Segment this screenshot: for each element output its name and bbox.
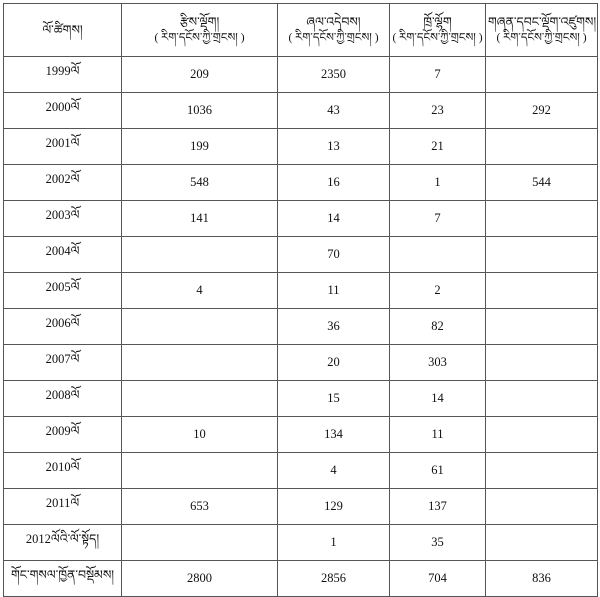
- value-cell: 653: [122, 489, 278, 525]
- value-cell: [122, 381, 278, 417]
- total-cell: 704: [390, 561, 486, 597]
- table-row: [4, 381, 598, 417]
- value-cell: 303: [390, 345, 486, 381]
- value-cell: 20: [278, 345, 390, 381]
- year-cell: 2002ལོ: [4, 165, 122, 201]
- value-cell: 10: [122, 417, 278, 453]
- header-title: རྩིས་ལྡོག།: [179, 15, 220, 29]
- value-cell: 2350: [278, 57, 390, 93]
- value-cell: 4: [122, 273, 278, 309]
- value-cell: 15: [278, 381, 390, 417]
- value-cell: [486, 525, 598, 561]
- value-cell: 35: [390, 525, 486, 561]
- value-cell: [486, 417, 598, 453]
- value-cell: [486, 57, 598, 93]
- value-cell: [486, 201, 598, 237]
- table-body: [4, 57, 598, 597]
- value-cell: 134: [278, 417, 390, 453]
- header-title: ལོ་ཚིགས།: [42, 23, 83, 37]
- value-cell: [122, 237, 278, 273]
- header-cell-year: [4, 4, 122, 57]
- year-cell: 2003ལོ: [4, 201, 122, 237]
- table-row: [4, 309, 598, 345]
- value-cell: 61: [390, 453, 486, 489]
- header-cell-3: [390, 4, 486, 57]
- year-cell: 2006ལོ: [4, 309, 122, 345]
- header-subtitle: ( རིག་དངོས་ཀྱི་གྲངས། ): [288, 32, 379, 44]
- value-cell: 14: [278, 201, 390, 237]
- value-cell: 1: [390, 165, 486, 201]
- value-cell: 36: [278, 309, 390, 345]
- year-cell: 2009ལོ: [4, 417, 122, 453]
- value-cell: [486, 273, 598, 309]
- table-row: [4, 129, 598, 165]
- value-cell: [390, 237, 486, 273]
- value-cell: 43: [278, 93, 390, 129]
- value-cell: 292: [486, 93, 598, 129]
- total-label-cell: གོང་གསལ་ཁྱོན་བསྡོམས།: [4, 561, 122, 597]
- value-cell: 82: [390, 309, 486, 345]
- header-subtitle: ( རིག་དངོས་ཀྱི་གྲངས། ): [496, 32, 587, 44]
- table-row: [4, 201, 598, 237]
- value-cell: [122, 345, 278, 381]
- value-cell: [122, 525, 278, 561]
- value-cell: 2: [390, 273, 486, 309]
- table-row: [4, 489, 598, 525]
- value-cell: 16: [278, 165, 390, 201]
- table-row: [4, 93, 598, 129]
- year-cell: 2001ལོ: [4, 129, 122, 165]
- header-title: གཞན་དབང་ལྡོག་འཛུགས།: [488, 15, 597, 29]
- table-row: [4, 165, 598, 201]
- year-cell: 2011ལོ: [4, 489, 122, 525]
- total-cell: 836: [486, 561, 598, 597]
- value-cell: 141: [122, 201, 278, 237]
- table-row: [4, 417, 598, 453]
- data-table: [3, 3, 598, 597]
- value-cell: 70: [278, 237, 390, 273]
- header-cell-2: [278, 4, 390, 57]
- value-cell: 21: [390, 129, 486, 165]
- value-cell: 544: [486, 165, 598, 201]
- year-cell: 1999ལོ: [4, 57, 122, 93]
- value-cell: 11: [278, 273, 390, 309]
- header-title: ཞལ་འདེབས།: [306, 15, 361, 29]
- value-cell: [486, 309, 598, 345]
- table-row: [4, 273, 598, 309]
- table-row: [4, 525, 598, 561]
- total-cell: 2856: [278, 561, 390, 597]
- value-cell: 7: [390, 57, 486, 93]
- value-cell: [486, 237, 598, 273]
- value-cell: 1: [278, 525, 390, 561]
- value-cell: 548: [122, 165, 278, 201]
- year-cell: 2012ལོའི་ལོ་སྟོད།: [4, 525, 122, 561]
- value-cell: [486, 129, 598, 165]
- value-cell: 1036: [122, 93, 278, 129]
- header-cell-4: [486, 4, 598, 57]
- header-cell-1: [122, 4, 278, 57]
- value-cell: 11: [390, 417, 486, 453]
- value-cell: 199: [122, 129, 278, 165]
- value-cell: [486, 345, 598, 381]
- table-row: [4, 453, 598, 489]
- value-cell: 23: [390, 93, 486, 129]
- value-cell: 13: [278, 129, 390, 165]
- year-cell: 2005ལོ: [4, 273, 122, 309]
- value-cell: 137: [390, 489, 486, 525]
- header-subtitle: ( རིག་དངོས་ཀྱི་གྲངས། ): [154, 32, 245, 44]
- total-row: [4, 561, 598, 597]
- year-cell: 2000ལོ: [4, 93, 122, 129]
- table-row: [4, 345, 598, 381]
- value-cell: 129: [278, 489, 390, 525]
- value-cell: 14: [390, 381, 486, 417]
- value-cell: 7: [390, 201, 486, 237]
- value-cell: [122, 453, 278, 489]
- total-cell: 2800: [122, 561, 278, 597]
- year-cell: 2004ལོ: [4, 237, 122, 273]
- year-cell: 2007ལོ: [4, 345, 122, 381]
- value-cell: [486, 381, 598, 417]
- value-cell: 4: [278, 453, 390, 489]
- year-cell: 2008ལོ: [4, 381, 122, 417]
- year-cell: 2010ལོ: [4, 453, 122, 489]
- header-subtitle: ( རིག་དངོས་ཀྱི་གྲངས། ): [392, 32, 483, 44]
- table-row: [4, 237, 598, 273]
- header-title: ཁྲོ་ལྷོག: [423, 15, 452, 29]
- value-cell: [122, 309, 278, 345]
- table-row: [4, 57, 598, 93]
- header-row: [4, 4, 598, 57]
- value-cell: [486, 453, 598, 489]
- value-cell: [486, 489, 598, 525]
- value-cell: 209: [122, 57, 278, 93]
